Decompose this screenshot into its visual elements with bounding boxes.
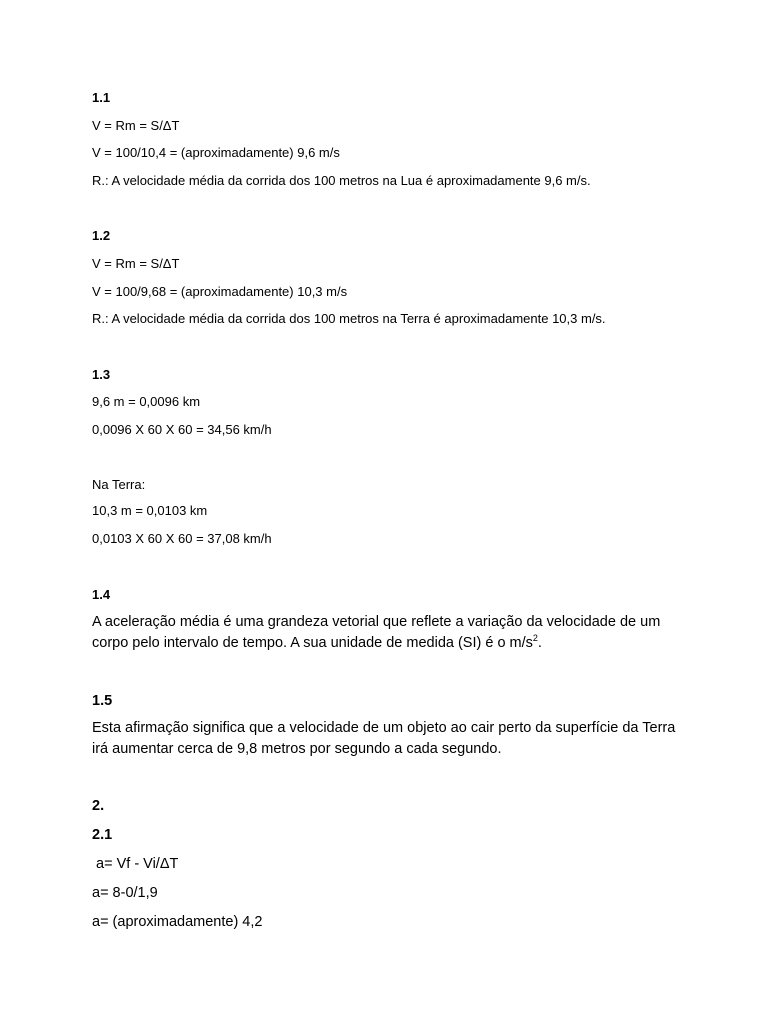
formula-line: V = Rm = S/ΔT [92,118,180,133]
formula-line: a= (aproximadamente) 4,2 [92,914,263,930]
answer-line: R.: A velocidade média da corrida dos 100 metros na Lua é aproximadamente 9,6 m/s. [92,173,591,188]
section-heading-1-5: 1.5 [92,693,113,709]
section-heading-1-1: 1.1 [92,90,111,105]
conversion-line: 0,0103 X 60 X 60 = 37,08 km/h [92,531,272,546]
section-heading-2: 2. [92,798,105,814]
section-heading-2-1: 2.1 [92,827,113,843]
conversion-line: 9,6 m = 0,0096 km [92,394,201,409]
paragraph-end: . [537,635,542,651]
formula-line: V = Rm = S/ΔT [92,256,180,271]
formula-line: V = 100/9,68 = (aproximadamente) 10,3 m/s [92,284,348,299]
superscript: 2 [532,633,538,644]
paragraph-acceleration [92,612,682,654]
formula-line: a= Vf - Vi/ΔT [92,856,179,872]
section-heading-1-2: 1.2 [92,228,111,243]
section-heading-1-4: 1.4 [92,587,111,602]
answer-line: R.: A velocidade média da corrida dos 100 metros na Terra é aproximadamente 10,3 m/s. [92,311,606,326]
subheading-earth: Na Terra: [92,477,146,492]
formula-line: V = 100/10,4 = (aproximadamente) 9,6 m/s [92,145,340,160]
formula-line: a= 8-0/1,9 [92,885,158,901]
paragraph-gravity: Esta afirmação significa que a velocidade de um objeto ao cair perto da superfície da Terra irá aumentar cerca de 9,8 metros por segundo a cada segundo. [92,720,676,757]
conversion-line: 10,3 m = 0,0103 km [92,503,208,518]
section-heading-1-3: 1.3 [92,367,111,382]
conversion-line: 0,0096 X 60 X 60 = 34,56 km/h [92,422,272,437]
paragraph-text: A aceleração média é uma grandeza vetorial que reflete a variação da velocidade de um corpo pelo intervalo de tempo. A sua unidade de medida (SI) é o m/s [92,614,661,651]
